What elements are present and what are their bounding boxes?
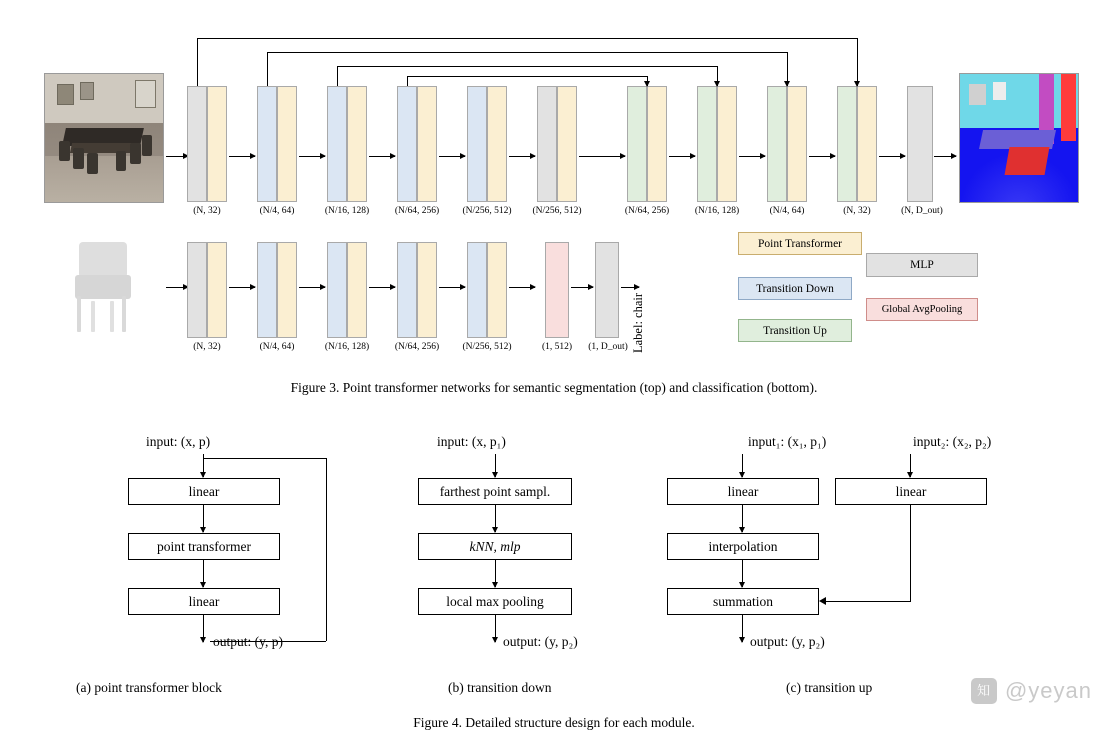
skip-4-left: [407, 76, 408, 86]
seg-label-8: (N/16, 128): [694, 206, 740, 216]
seg-label-4: (N/64, 256): [394, 206, 440, 216]
panel-a-residual-right: [326, 458, 327, 641]
panel-c-node-linear-1-label: linear: [727, 483, 759, 499]
legend-transition-down: [738, 277, 852, 300]
cls-block-4-pt: [417, 242, 437, 338]
panel-b-input-label: input: (x, p₁): [437, 434, 506, 449]
panel-c-node-interpolation: [667, 533, 819, 560]
panel-b-arrow-3: [495, 615, 496, 642]
panel-b-node-knn-mlp: [418, 533, 572, 560]
panel-a-arrow-2: [203, 560, 204, 587]
arrow-cls-2-3: [299, 287, 325, 288]
legend-mlp-label: MLP: [910, 259, 934, 271]
panel-a-input-label: input: (x, p): [146, 434, 211, 449]
arrow-4-5: [439, 156, 465, 157]
arrow-cls-6-7: [571, 287, 593, 288]
seg-block-4-pt: [417, 86, 437, 202]
panel-c-arrow-2: [742, 560, 743, 587]
panel-c-branch-horizontal: [826, 601, 910, 602]
arrow-cls-input: [166, 287, 188, 288]
skip-1-left: [197, 38, 198, 86]
panel-c-caption: (c) transition up: [786, 680, 873, 695]
panel-b-node-farthest-point-sampling-label: farthest point sampl.: [439, 483, 551, 499]
arrow-6-7: [579, 156, 625, 157]
legend-point-transformer: [738, 232, 862, 255]
cls-block-1-pt: [207, 242, 227, 338]
seg-label-2: (N/4, 64): [259, 206, 295, 216]
panel-c-arrow-in-2: [910, 454, 911, 477]
seg-block-8-pt: [717, 86, 737, 202]
seg-block-7-pt: [647, 86, 667, 202]
cls-block-5-pt: [487, 242, 507, 338]
figure-4-caption: Figure 4. Detailed structure design for each module.: [413, 715, 695, 730]
output-segmentation-image: [959, 73, 1079, 203]
cls-label-2: (N/4, 64): [259, 342, 295, 352]
panel-b-node-local-max-pooling: [418, 588, 572, 615]
arrow-5-6: [509, 156, 535, 157]
panel-a-node-linear-2-label: linear: [188, 593, 220, 609]
cls-label-7: (1, D_out): [588, 342, 628, 352]
panel-a-residual-top: [203, 458, 326, 459]
panel-a-node-linear-2: [128, 588, 280, 615]
classification-output-label: Label: chair: [631, 292, 645, 353]
panel-b-arrow-1: [495, 505, 496, 532]
arrow-2-3: [299, 156, 325, 157]
panel-b-output-label: output: (y, p₂): [503, 634, 578, 649]
cls-label-5: (N/256, 512): [462, 342, 512, 352]
skip-2-left: [267, 52, 268, 86]
skip-3-left: [337, 66, 338, 86]
panel-b-node-local-max-pooling-label: local max pooling: [446, 593, 544, 609]
panel-a-arrow-1: [203, 505, 204, 532]
cls-label-4: (N/64, 256): [394, 342, 440, 352]
watermark: [971, 678, 1092, 724]
skip-2-right: [787, 52, 788, 86]
cls-block-3-td: [327, 242, 347, 338]
cls-label-3: (N/16, 128): [324, 342, 370, 352]
arrow-8-9: [739, 156, 765, 157]
panel-c-node-linear-2: [835, 478, 987, 505]
legend-mlp: [866, 253, 978, 277]
arrow-1-2: [229, 156, 255, 157]
seg-block-4-td: [397, 86, 417, 202]
seg-label-6: (N/256, 512): [532, 206, 582, 216]
arrow-10-11: [879, 156, 905, 157]
arrow-network-to-output: [934, 156, 956, 157]
cls-block-1-mlp: [187, 242, 207, 338]
cls-label-6: (1, 512): [541, 342, 573, 352]
panel-c-arrow-1: [742, 505, 743, 532]
seg-block-2-td: [257, 86, 277, 202]
panel-c-node-linear-1: [667, 478, 819, 505]
seg-block-10-tu: [837, 86, 857, 202]
seg-label-3: (N/16, 128): [324, 206, 370, 216]
skip-3-top: [337, 66, 717, 67]
arrow-cls-5-6: [509, 287, 535, 288]
arrow-cls-output: [621, 287, 639, 288]
panel-a-node-point-transformer-label: point transformer: [156, 538, 252, 554]
panel-a-caption: (a) point transformer block: [76, 680, 222, 695]
seg-block-3-pt: [347, 86, 367, 202]
seg-block-2-pt: [277, 86, 297, 202]
panel-a-arrow-3: [203, 615, 204, 642]
arrow-cls-3-4: [369, 287, 395, 288]
arrow-7-8: [669, 156, 695, 157]
panel-c-branch-vertical: [910, 505, 911, 602]
legend-transition-down-label: Transition Down: [756, 282, 834, 295]
seg-block-6-pt: [557, 86, 577, 202]
seg-label-10: (N, 32): [843, 206, 871, 216]
panel-c-node-interpolation-label: interpolation: [708, 538, 778, 554]
watermark-text: @yeyan: [1004, 678, 1092, 703]
panel-c-branch-arrowhead: [819, 597, 826, 605]
seg-block-1-pt: [207, 86, 227, 202]
panel-b-caption: (b) transition down: [448, 680, 552, 695]
arrow-cls-1-2: [229, 287, 255, 288]
panel-b-node-knn-mlp-label: kNN, mlp: [469, 538, 521, 554]
figure-3-caption: Figure 3. Point transformer networks for semantic segmentation (top) and classification (bottom).: [290, 380, 818, 395]
seg-block-5-pt: [487, 86, 507, 202]
arrow-9-10: [809, 156, 835, 157]
seg-block-9-tu: [767, 86, 787, 202]
legend-global-avg-pooling-label: Global AvgPooling: [881, 304, 963, 315]
skip-4-top: [407, 76, 647, 77]
panel-c-node-linear-2-label: linear: [895, 483, 927, 499]
panel-c-input-1-label: input₁: (x₁, p₁): [748, 434, 827, 449]
cls-block-2-pt: [277, 242, 297, 338]
seg-block-3-td: [327, 86, 347, 202]
skip-3-right: [717, 66, 718, 86]
skip-1-right: [857, 38, 858, 86]
figure-4: [0, 400, 1108, 750]
panel-b-arrow-2: [495, 560, 496, 587]
arrow-input-to-network: [166, 156, 188, 157]
seg-block-1-mlp: [187, 86, 207, 202]
arrow-3-4: [369, 156, 395, 157]
panel-c-output-label: output: (y, p₂): [750, 634, 825, 649]
seg-label-7: (N/64, 256): [624, 206, 670, 216]
panel-a-node-point-transformer: [128, 533, 280, 560]
panel-c-input-2-label: input₂: (x₂, p₂): [913, 434, 992, 449]
seg-label-9: (N/4, 64): [769, 206, 805, 216]
cls-label-1: (N, 32): [193, 342, 221, 352]
panel-a-node-linear-1: [128, 478, 280, 505]
cls-block-5-td: [467, 242, 487, 338]
panel-c-node-summation: [667, 588, 819, 615]
cls-block-2-td: [257, 242, 277, 338]
panel-c-arrow-in-1: [742, 454, 743, 477]
panel-b-node-farthest-point-sampling: [418, 478, 572, 505]
seg-label-1: (N, 32): [193, 206, 221, 216]
legend-point-transformer-label: Point Transformer: [757, 237, 843, 250]
skip-4-right: [647, 76, 648, 86]
seg-block-6-mlp: [537, 86, 557, 202]
arrow-cls-4-5: [439, 287, 465, 288]
seg-block-5-td: [467, 86, 487, 202]
seg-label-5: (N/256, 512): [462, 206, 512, 216]
watermark-logo: 知乎: [971, 678, 997, 704]
seg-block-11-mlp: [907, 86, 933, 202]
cls-block-6-globalpool: [545, 242, 569, 338]
seg-label-11: (N, D_out): [901, 206, 943, 216]
input-chair-pointcloud: [44, 228, 162, 346]
seg-block-8-tu: [697, 86, 717, 202]
cls-block-4-td: [397, 242, 417, 338]
seg-block-9-pt: [787, 86, 807, 202]
cls-block-7-mlp: [595, 242, 619, 338]
panel-c-arrow-3: [742, 615, 743, 642]
panel-b-arrow-in: [495, 454, 496, 477]
legend-transition-up-label: Transition Up: [763, 324, 827, 337]
seg-block-7-tu: [627, 86, 647, 202]
legend-transition-up: [738, 319, 852, 342]
panel-c-node-summation-label: summation: [713, 593, 773, 609]
panel-a-node-linear-1-label: linear: [188, 483, 220, 499]
cls-block-3-pt: [347, 242, 367, 338]
legend-global-avg-pooling: [866, 298, 978, 321]
panel-a-output-label: output: (y, p): [213, 634, 283, 649]
input-scene-image: [44, 73, 164, 203]
skip-2-top: [267, 52, 787, 53]
seg-block-10-pt: [857, 86, 877, 202]
skip-1-top: [197, 38, 857, 39]
